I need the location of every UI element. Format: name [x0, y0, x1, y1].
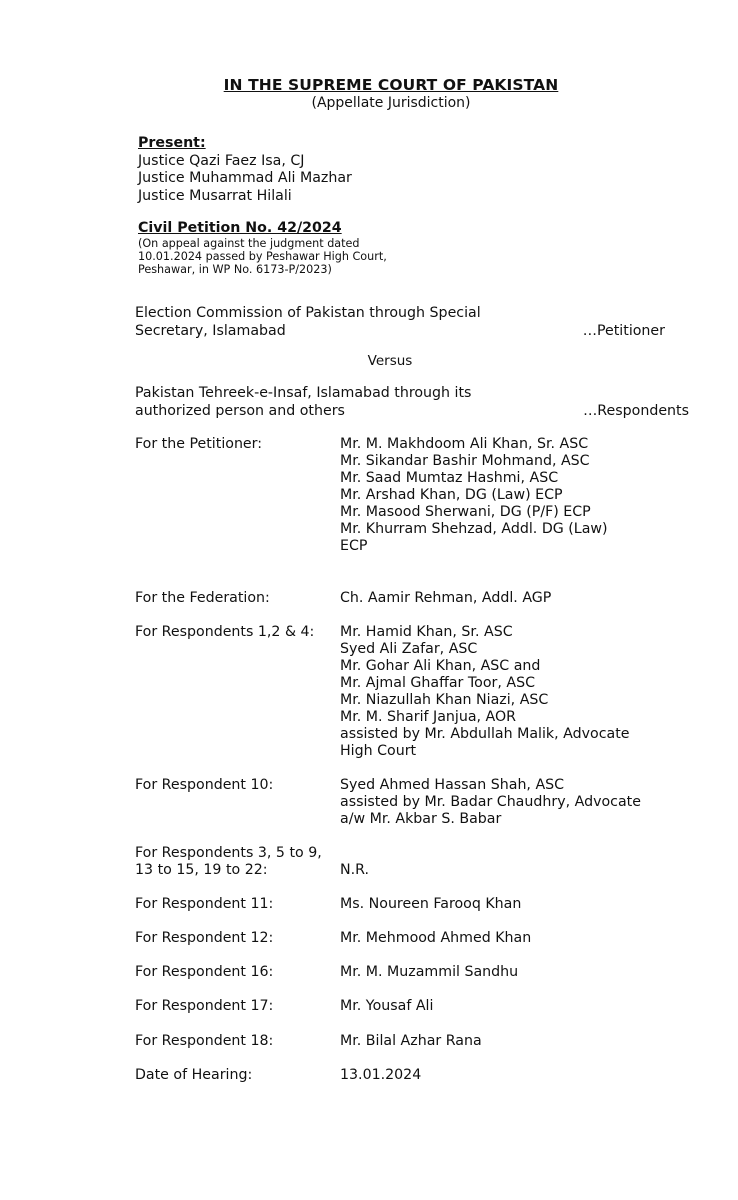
appearance-label-line: For the Federation: [135, 590, 270, 606]
counsel-name: Mr. Sikandar Bashir Mohmand, ASC [340, 453, 590, 469]
respondent-party [135, 385, 689, 420]
counsel-name: Mr. Mehmood Ahmed Khan [340, 930, 532, 946]
counsel-name: Mr. M. Sharif Janjua, AOR [340, 709, 517, 725]
court-subtitle: (Appellate Jurisdiction) [311, 95, 471, 111]
counsel-name: Mr. Ajmal Ghaffar Toor, ASC [340, 675, 535, 691]
counsel-name: Mr. Niazullah Khan Niazi, ASC [340, 692, 549, 708]
counsel-name: Ch. Aamir Rehman, Addl. AGP [340, 590, 552, 606]
appearance-values [340, 845, 660, 879]
present-block [138, 135, 352, 205]
appearance-values [340, 1033, 660, 1050]
petitioner-party [135, 305, 665, 340]
respondent-name-line: Pakistan Tehreek-e-Insaf, Islamabad through its [135, 385, 472, 401]
appearance-label-line: For Respondent 18: [135, 1033, 274, 1049]
appearance-label [135, 590, 335, 607]
court-title: IN THE SUPREME COURT OF PAKISTAN [223, 76, 559, 94]
appearance-label-line: For Respondent 11: [135, 896, 274, 912]
appearance-label [135, 1033, 335, 1050]
appearance-label [135, 930, 335, 947]
hearing-date-label [135, 1067, 335, 1084]
petitioner-name-line: Secretary, Islamabad [135, 322, 286, 339]
appearance-values [340, 624, 660, 760]
present-label: Present: [138, 135, 206, 151]
counsel-name: Mr. Khurram Shehzad, Addl. DG (Law) [340, 521, 608, 537]
counsel-name: N.R. [340, 862, 369, 878]
petition-note-line: 10.01.2024 passed by Peshawar High Court, [138, 250, 387, 263]
petitioner-name-line: Election Commission of Pakistan through Special [135, 305, 481, 321]
hearing-date: 13.01.2024 [340, 1067, 422, 1083]
appearance-label-line: 13 to 15, 19 to 22: [135, 862, 268, 878]
counsel-name: ECP [340, 538, 368, 554]
counsel-name: Mr. Masood Sherwani, DG (P/F) ECP [340, 504, 591, 520]
judge-name: Justice Musarrat Hilali [138, 187, 292, 204]
appearance-label [135, 998, 335, 1015]
counsel-name: a/w Mr. Akbar S. Babar [340, 811, 502, 827]
petition-number: Civil Petition No. 42/2024 [138, 220, 342, 236]
counsel-name: Mr. M. Muzammil Sandhu [340, 964, 519, 980]
counsel-name: Mr. Gohar Ali Khan, ASC and [340, 658, 541, 674]
counsel-name: Syed Ali Zafar, ASC [340, 641, 478, 657]
appearance-values [340, 998, 660, 1015]
appearance-label-line: For Respondents 3, 5 to 9, [135, 845, 322, 861]
appearance-label [135, 896, 335, 913]
respondent-role: …Respondents [583, 402, 689, 419]
appearance-label-line: Date of Hearing: [135, 1067, 253, 1083]
appearance-label [135, 964, 335, 981]
petition-note-line: (On appeal against the judgment dated [138, 237, 360, 250]
counsel-name: Mr. Arshad Khan, DG (Law) ECP [340, 487, 563, 503]
counsel-name: Mr. Bilal Azhar Rana [340, 1033, 482, 1049]
respondent-name-line: authorized person and others [135, 402, 345, 419]
judge-name: Justice Muhammad Ali Mazhar [138, 170, 352, 186]
appearance-label [135, 845, 335, 879]
appearance-values [340, 896, 660, 913]
counsel-name: assisted by Mr. Badar Chaudhry, Advocate [340, 794, 641, 810]
appearance-values [340, 930, 660, 947]
appearance-label-line: For Respondent 12: [135, 930, 274, 946]
counsel-name [340, 845, 660, 862]
appearance-values [340, 590, 660, 607]
hearing-date-value [340, 1067, 660, 1084]
versus-label: Versus [367, 353, 413, 369]
judge-name: Justice Qazi Faez Isa, CJ [138, 152, 305, 169]
counsel-name: Ms. Noureen Farooq Khan [340, 896, 522, 912]
appearance-label-line: For Respondent 10: [135, 777, 274, 793]
appearance-label-line: For Respondents 1,2 & 4: [135, 624, 315, 640]
petitioner-role: …Petitioner [582, 322, 665, 339]
counsel-name: High Court [340, 743, 417, 759]
counsel-name: Mr. Yousaf Ali [340, 998, 434, 1014]
counsel-name: Mr. M. Makhdoom Ali Khan, Sr. ASC [340, 436, 589, 452]
appearance-values [340, 964, 660, 981]
counsel-name: assisted by Mr. Abdullah Malik, Advocate [340, 726, 630, 742]
appearance-values [340, 777, 660, 828]
petition-note [138, 237, 408, 276]
petition-block [138, 220, 408, 276]
counsel-name: Mr. Hamid Khan, Sr. ASC [340, 624, 513, 640]
appearance-label [135, 777, 335, 794]
appearance-label-line: For Respondent 17: [135, 998, 274, 1014]
appearance-values [340, 436, 660, 555]
appearance-label [135, 436, 335, 453]
counsel-name: Mr. Saad Mumtaz Hashmi, ASC [340, 470, 559, 486]
appearance-label-line: For Respondent 16: [135, 964, 274, 980]
appearance-label-line: For the Petitioner: [135, 436, 263, 452]
counsel-name: Syed Ahmed Hassan Shah, ASC [340, 777, 565, 793]
appearance-label [135, 624, 335, 641]
petition-note-line: Peshawar, in WP No. 6173-P/2023) [138, 263, 332, 276]
